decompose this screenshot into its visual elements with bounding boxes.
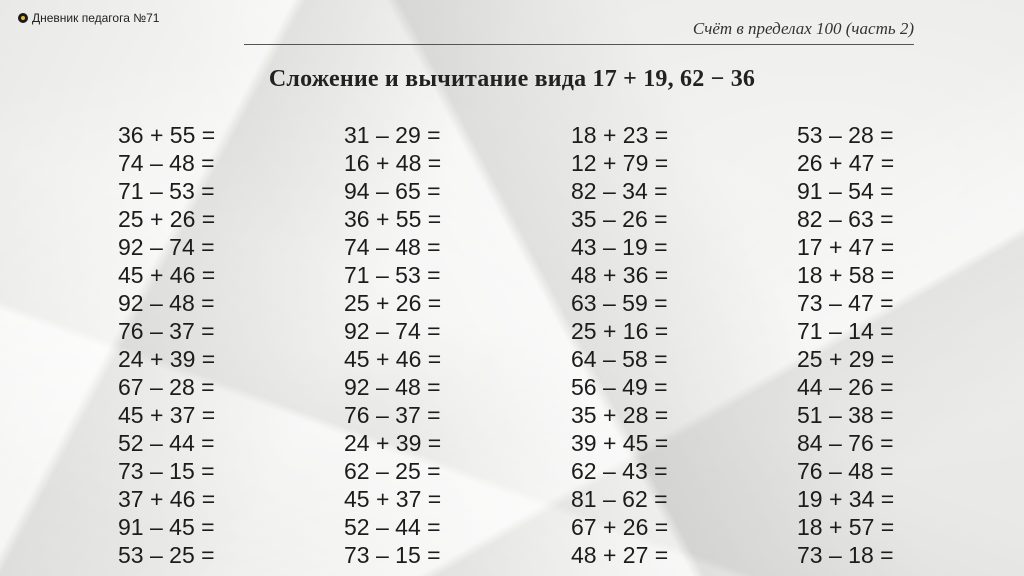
exercise-item: 56 – 49 = [571, 374, 668, 400]
exercise-item: 19 + 34 = [797, 486, 895, 512]
exercise-item: 67 – 28 = [118, 374, 215, 400]
exercise-item: 73 – 15 = [344, 542, 441, 568]
exercise-item: 35 + 28 = [571, 402, 669, 428]
exercise-item: 39 + 45 = [571, 430, 669, 456]
exercise-item: 71 – 53 = [118, 178, 215, 204]
exercise-item: 45 + 37 = [344, 486, 442, 512]
exercise-item: 92 – 74 = [344, 318, 441, 344]
exercise-item: 31 – 29 = [344, 122, 441, 148]
exercise-item: 84 – 76 = [797, 430, 894, 456]
exercise-item: 25 + 29 = [797, 346, 895, 372]
exercise-item: 64 – 58 = [571, 346, 668, 372]
exercise-column-3 [571, 121, 668, 569]
exercise-item: 91 – 45 = [118, 514, 215, 540]
section-title: Счёт в пределах 100 (часть 2) [692, 19, 914, 38]
exercise-item: 12 + 79 = [571, 150, 669, 176]
exercise-item: 74 – 48 = [344, 234, 441, 260]
exercise-item: 63 – 59 = [571, 290, 668, 316]
exercise-item: 18 + 58 = [797, 262, 895, 288]
brand-name: Дневник педагога №71 [32, 11, 160, 25]
exercise-item: 81 – 62 = [571, 486, 668, 512]
exercise-item: 48 + 27 = [571, 542, 669, 568]
exercise-item: 26 + 47 = [797, 150, 895, 176]
exercise-item: 24 + 39 = [344, 430, 442, 456]
exercise-item: 18 + 23 = [571, 122, 669, 148]
exercise-item: 76 – 37 = [344, 402, 441, 428]
exercise-item: 74 – 48 = [118, 150, 215, 176]
exercise-item: 92 – 74 = [118, 234, 215, 260]
exercise-item: 76 – 37 = [118, 318, 215, 344]
page-title: Сложение и вычитание вида 17 + 19, 62 − 36 [268, 66, 756, 92]
exercise-item: 45 + 37 = [118, 402, 216, 428]
brand [18, 11, 159, 25]
exercise-item: 25 + 16 = [571, 318, 669, 344]
exercise-item: 35 – 26 = [571, 206, 668, 232]
exercise-column-2 [344, 121, 441, 569]
exercise-item: 36 + 55 = [344, 206, 442, 232]
exercise-item: 53 – 25 = [118, 542, 215, 568]
exercise-item: 36 + 55 = [118, 122, 216, 148]
exercise-item: 73 – 18 = [797, 542, 894, 568]
exercise-item: 62 – 25 = [344, 458, 441, 484]
header-divider [244, 44, 914, 45]
exercise-item: 71 – 53 = [344, 262, 441, 288]
exercise-item: 25 + 26 = [344, 290, 442, 316]
exercise-item: 18 + 57 = [797, 514, 895, 540]
exercise-item: 73 – 47 = [797, 290, 894, 316]
exercise-item: 52 – 44 = [118, 430, 215, 456]
exercise-item: 25 + 26 = [118, 206, 216, 232]
exercise-item: 52 – 44 = [344, 514, 441, 540]
exercise-item: 71 – 14 = [797, 318, 894, 344]
exercise-item: 67 + 26 = [571, 514, 669, 540]
exercise-item: 92 – 48 = [118, 290, 215, 316]
exercise-item: 53 – 28 = [797, 122, 894, 148]
exercise-item: 17 + 47 = [797, 234, 895, 260]
exercise-item: 92 – 48 = [344, 374, 441, 400]
exercise-column-4 [797, 121, 894, 569]
exercise-item: 24 + 39 = [118, 346, 216, 372]
exercise-item: 45 + 46 = [344, 346, 442, 372]
exercise-item: 91 – 54 = [797, 178, 894, 204]
exercise-item: 82 – 34 = [571, 178, 668, 204]
exercise-column-1 [118, 121, 215, 569]
exercise-item: 94 – 65 = [344, 178, 441, 204]
exercise-item: 37 + 46 = [118, 486, 216, 512]
exercise-item: 44 – 26 = [797, 374, 894, 400]
exercise-item: 73 – 15 = [118, 458, 215, 484]
exercise-item: 48 + 36 = [571, 262, 669, 288]
exercise-item: 76 – 48 = [797, 458, 894, 484]
exercise-item: 43 – 19 = [571, 234, 668, 260]
exercise-item: 51 – 38 = [797, 402, 894, 428]
exercise-item: 62 – 43 = [571, 458, 668, 484]
exercise-item: 16 + 48 = [344, 150, 442, 176]
exercise-item: 82 – 63 = [797, 206, 894, 232]
brand-logo-icon [18, 13, 28, 23]
exercise-item: 45 + 46 = [118, 262, 216, 288]
